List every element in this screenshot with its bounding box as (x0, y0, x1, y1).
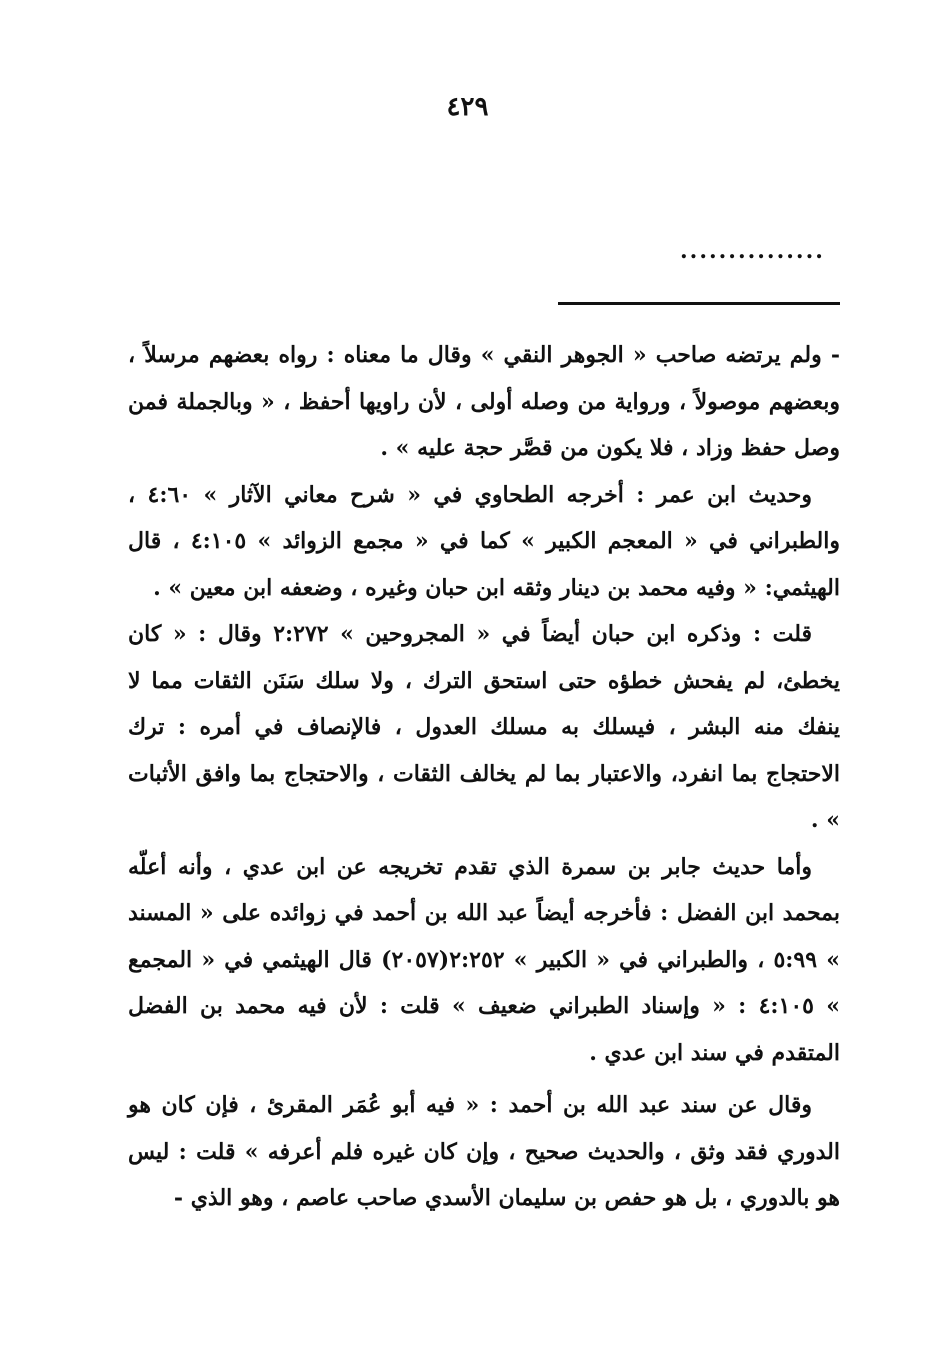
page-number: ٤٢٩ (446, 92, 489, 122)
footnote-body (128, 332, 840, 1222)
paragraph-majruhin: قلت : وذكره ابن حبان أيضاً في « المجروحين » ٢:٢٧٢ وقال : « كان يخطئ، لم يفحش خطؤه حتى استحق الترك ، ولا سلك سَنَن الثقات مما لا ينفك منه البشر ، فيسلك به مسلك العدول ، فالإنصاف في أمره : ترك الاحتجاج بما انفرد، والاعتبار بما لم يخالف الثقات ، والاحتجاج بما وافق الأثبات » . (128, 621, 840, 833)
paragraph-jawhar-naqi: - ولم يرتضه صاحب « الجوهر النقي » وقال ما معناه : رواه بعضهم مرسلاً ، وبعضهم موصولاً ، ورواية من وصله أولى ، لأن راويها أحفظ ، « وبالجملة فمن وصل حفظ وزاد ، فلا يكون من قصَّر حجة عليه » . (128, 342, 840, 461)
footnote-separator-dots: ............... (680, 238, 825, 264)
paragraph-jabir-samura: وأما حديث جابر بن سمرة الذي تقدم تخريجه عن ابن عدي ، وأنه أعلّه بمحمد ابن الفضل : فأخرجه أيضاً عبد الله بن أحمد في زوائده على « المسند » ٥:٩٩ ، والطبراني في « الكبير » ٢:٢٥٢(٢٠٥٧) قال الهيثمي في « المجمع » ٤:١٠٥ : « وإسناد الطبراني ضعيف » قلت : لأن فيه محمد بن الفضل المتقدم في سند ابن عدي . (128, 853, 840, 1066)
paragraph-ibn-umar: وحديث ابن عمر : أخرجه الطحاوي في « شرح معاني الآثار » ٤:٦٠ ، والطبراني في « المعجم الكبير » كما في « مجمع الزوائد » ٤:١٠٥ ، قال الهيثمي: « وفيه محمد بن دينار وثقه ابن حبان وغيره ، وضعفه ابن معين » . (128, 481, 841, 601)
paragraph-abdullah-ahmad: وقال عن سند عبد الله بن أحمد : « فيه أبو عُمَر المقرئ ، فإن كان هو الدوري فقد وثق ، والحديث صحيح ، وإن كان غيره فلم أعرفه » قلت : ليس هو بالدوري ، بل هو حفص بن سليمان الأسدي صاحب عاصم ، وهو الذي - (128, 1092, 841, 1211)
footnote-rule (558, 302, 840, 305)
